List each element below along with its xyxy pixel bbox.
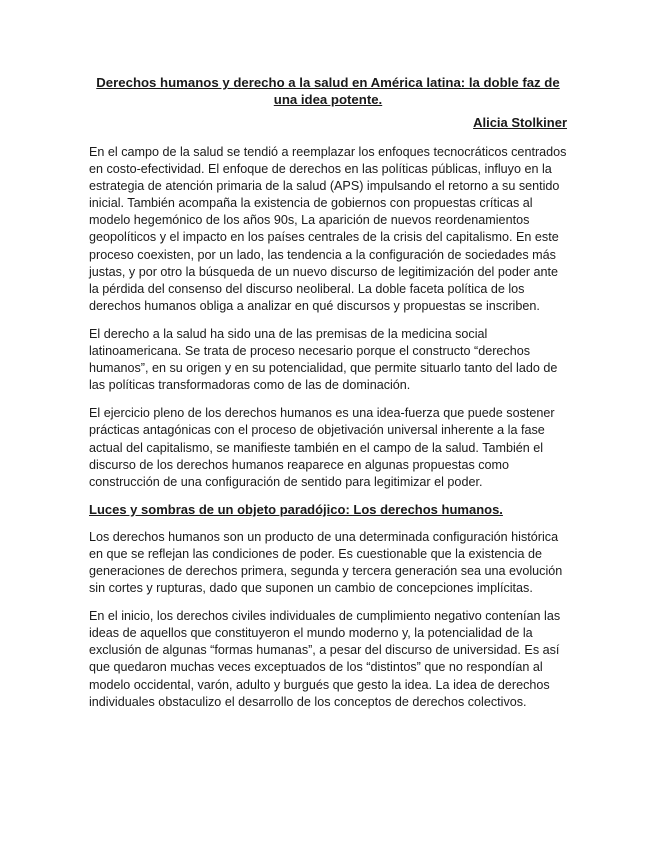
paragraph-3: El ejercicio pleno de los derechos humanos es una idea-fuerza que puede sostener prácticas antagónicas con el proceso de objetivación universal inherente a la fase actual del capitalismo, se manifieste también en el campo de la salud. También el discurso de los derechos humanos reaparece en algunas propuestas como construcción de una configuración de sentido para legitimizar el poder.	[89, 406, 555, 489]
section-heading: Luces y sombras de un objeto paradójico: Los derechos humanos.	[89, 501, 503, 517]
section-paragraph-2: En el inicio, los derechos civiles individuales de cumplimiento negativo contenían las ideas de aquellos que constituyeron el mundo moderno y, la potencialidad de la exclusión de algunas “formas humanas”, a pesar del discurso de universidad. Es así que quedaron muchas veces exceptuados de los “distintos” que no respondían al modelo occidental, varón, adulto y burgués que gesto la idea. La idea de derechos individuales obstaculizo el desarrollo de los conceptos de derechos colectivos.	[89, 609, 561, 709]
document-title: Derechos humanos y derecho a la salud en América latina: la doble faz de una idea potente.	[96, 75, 560, 107]
document-page	[89, 74, 567, 711]
paragraph-1: En el campo de la salud se tendió a reemplazar los enfoques tecnocráticos centrados en costo-efectividad. El enfoque de derechos en las políticas públicas, influyo en la estrategia de atención primaria de la salud (APS) impulsando el retorno a su sentido inicial. También acompaña la existencia de gobiernos con propuestas críticas al modelo hegemónico de los años 90s, La aparición de nuevos reordenamientos geopolíticos y el impacto en los países centrales de la crisis del capitalismo. En este proceso coexisten, por un lado, las tendencia a la configuración de sociedades más justas, y por otro la búsqueda de un nuevo discurso de legitimización del poder ante la pérdida del consenso del discurso neoliberal. La doble faceta política de los derechos humanos obliga a analizar en qué discursos y propuestas se inscriben.	[89, 145, 567, 313]
section-paragraph-1: Los derechos humanos son un producto de una determinada configuración histórica en que se reflejan las condiciones de poder. Es cuestionable que la existencia de generaciones de derechos primera, segunda y tercera generación sea una evolución sin cortes y rupturas, dado que suponen un cambio de concepciones implícitas.	[89, 529, 563, 596]
document-author: Alicia Stolkiner	[473, 115, 567, 130]
paragraph-2: El derecho a la salud ha sido una de las premisas de la medicina social latinoamericana. Se trata de proceso necesario porque el constructo “derechos humanos”, en su origen y en su potencialidad, que permite situarlo tanto del lado de las políticas transformadoras como de las de dominación.	[89, 326, 558, 393]
